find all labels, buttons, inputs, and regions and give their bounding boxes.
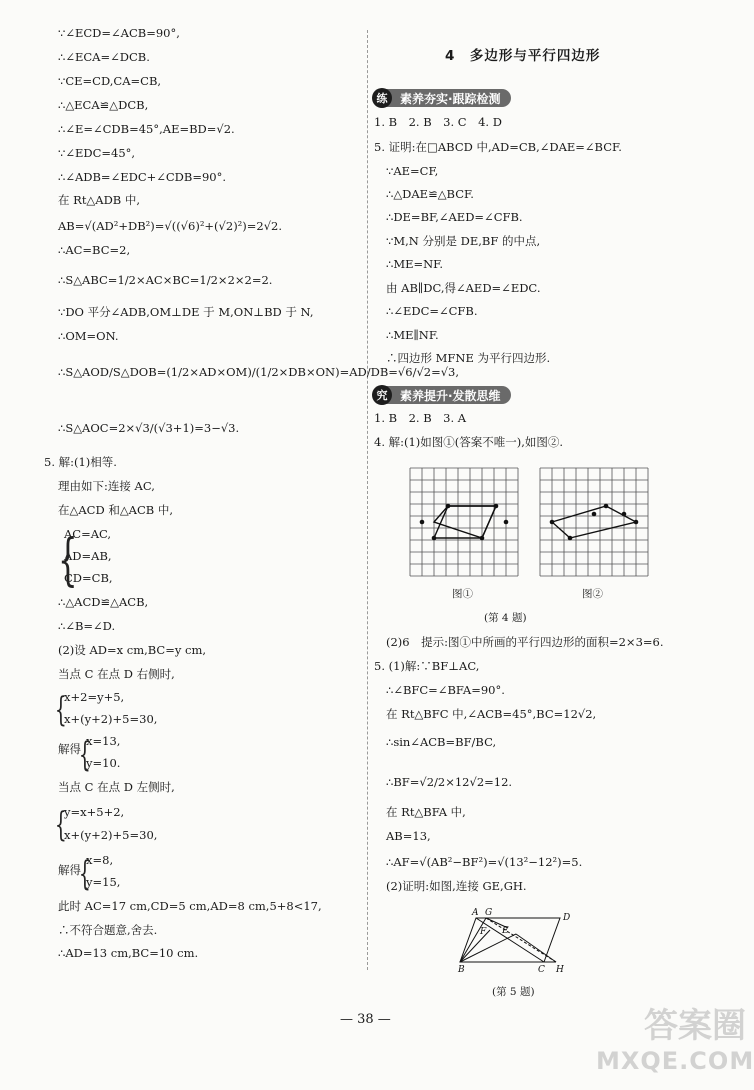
- right-line: ∴sin∠ACB=BF/BC,: [386, 735, 497, 749]
- right-line: ∴∠BFC=∠BFA=90°.: [386, 683, 505, 697]
- left-line: AC=AC,: [64, 527, 112, 541]
- figure-4-caption-2: 图②: [582, 588, 603, 600]
- right-line: 5. (1)解:∵BF⊥AC,: [374, 659, 480, 673]
- right-line: ∴ME=NF.: [386, 257, 444, 271]
- right-line: 5. 证明:在□ABCD 中,AD=CB,∠DAE=∠BCF.: [374, 140, 622, 154]
- right-line: 在 Rt△BFA 中,: [386, 805, 466, 819]
- left-line: CD=CB,: [64, 571, 113, 585]
- brace-solution2: {: [78, 854, 91, 894]
- brace-system1: {: [54, 690, 67, 730]
- fig5-label-d: D: [563, 913, 571, 923]
- left-line: y=10.: [86, 756, 121, 770]
- left-line: ∴S△AOC=2×√3/(√3+1)=3−√3.: [58, 421, 240, 435]
- right-line: 在 Rt△BFC 中,∠ACB=45°,BC=12√2,: [386, 707, 597, 721]
- right-line: ∴BF=√2/2×12√2=12.: [386, 775, 513, 789]
- right-line: ∴∠EDC=∠CFB.: [386, 304, 478, 318]
- figure-4-grid-1: [410, 468, 518, 578]
- parallelogram-1: [434, 506, 496, 538]
- left-line: y=x+5+2,: [64, 805, 125, 819]
- left-line: 当点 C 在点 D 右侧时,: [58, 667, 175, 681]
- left-line: ∴AD=13 cm,BC=10 cm.: [58, 946, 199, 960]
- figure-4-caption-1: 图①: [452, 588, 473, 600]
- figure-4-label: (第 4 题): [484, 612, 527, 624]
- left-line: ∴∠B=∠D.: [58, 619, 116, 633]
- grid2-point: [604, 504, 609, 509]
- watermark-title: 答案圈: [644, 1006, 746, 1046]
- grid2-point: [634, 520, 639, 525]
- left-line: ∴S△ABC=1/2×AC×BC=1/2×2×2=2.: [58, 273, 273, 287]
- banner-inquiry: [372, 384, 532, 406]
- right-line: ∵M,N 分别是 DE,BF 的中点,: [386, 234, 541, 248]
- fig5-line-gh: [486, 918, 556, 962]
- badge-inquiry: 究: [372, 385, 392, 405]
- right-line: 1. B 2. B 3. A: [374, 411, 467, 425]
- watermark-url: MXQE.COM: [596, 1047, 754, 1075]
- right-line: 4. 解:(1)如图①(答案不唯一),如图②.: [374, 435, 564, 449]
- brace-solution1: {: [78, 735, 91, 775]
- left-line: ∴不符合题意,舍去.: [58, 923, 158, 937]
- figure-5-diagram: [460, 906, 580, 976]
- left-line: 在△ACD 和△ACB 中,: [58, 503, 174, 517]
- left-line: x=8,: [86, 853, 114, 867]
- fig5-label-f: F: [480, 927, 487, 937]
- right-line: (2)证明:如图,连接 GE,GH.: [386, 879, 527, 893]
- figure-4-grid-2: [540, 468, 648, 578]
- left-line: ∴∠E=∠CDB=45°,AE=BD=√2.: [58, 122, 235, 136]
- grid2-point: [622, 512, 627, 517]
- banner-practice: [372, 87, 532, 109]
- left-line: 解得: [58, 863, 81, 877]
- left-line: ∴AC=BC=2,: [58, 243, 131, 257]
- fig5-label-a: A: [472, 908, 479, 918]
- right-line: ∴△DAE≌△BCF.: [386, 187, 474, 201]
- left-line: ∴∠ECA=∠DCB.: [58, 50, 150, 64]
- left-line: ∵∠ECD=∠ACB=90°,: [58, 26, 180, 40]
- section-title: 4 多边形与平行四边形: [445, 48, 601, 64]
- left-line: ∴△ECA≌△DCB,: [58, 98, 149, 112]
- right-line: 1. B 2. B 3. C 4. D: [374, 115, 502, 129]
- left-line: ∵DO 平分∠ADB,OM⊥DE 于 M,ON⊥BD 于 N,: [58, 305, 314, 319]
- left-line: x+(y+2)+5=30,: [64, 712, 158, 726]
- left-line: ∵∠EDC=45°,: [58, 146, 136, 160]
- right-line: ∵AE=CF,: [386, 164, 439, 178]
- grid2-point: [550, 520, 555, 525]
- banner-inquiry-label: 素养提升·发散思维: [386, 386, 511, 404]
- parallelogram-2-outline: [552, 506, 636, 538]
- brace-system2: {: [54, 805, 67, 845]
- left-line: y=15,: [86, 875, 121, 889]
- right-line: ∴四边形 MFNE 为平行四边形.: [386, 351, 551, 365]
- fig5-label-g: G: [485, 908, 493, 918]
- figure-5-label: (第 5 题): [492, 986, 535, 998]
- right-line: ∴ME∥NF.: [386, 328, 439, 342]
- right-line: ∴AF=√(AB²−BF²)=√(13²−12²)=5.: [386, 855, 583, 869]
- brace-congruence: {: [58, 528, 78, 593]
- grid2-point: [568, 536, 573, 541]
- right-line: AB=13,: [386, 829, 431, 843]
- fig5-label-b: B: [458, 965, 465, 975]
- left-line: 解得: [58, 742, 81, 756]
- left-line: AD=AB,: [64, 549, 112, 563]
- left-line: ∴∠ADB=∠EDC+∠CDB=90°.: [58, 170, 227, 184]
- watermark: [596, 1006, 754, 1086]
- left-line: ∵CE=CD,CA=CB,: [58, 74, 162, 88]
- left-line: 当点 C 在点 D 左侧时,: [58, 780, 175, 794]
- left-line: ∴△ACD≌△ACB,: [58, 595, 149, 609]
- fig5-label-e: E: [502, 926, 509, 936]
- badge-practice: 练: [372, 88, 392, 108]
- fig5-label-c: C: [538, 965, 545, 975]
- left-line: x+2=y+5,: [64, 690, 125, 704]
- left-line: 5. 解:(1)相等.: [44, 455, 117, 469]
- grid1-point: [420, 520, 425, 525]
- left-line: ∴OM=ON.: [58, 329, 119, 343]
- left-line: 理由如下:连接 AC,: [58, 479, 155, 493]
- right-line: (2)6 提示:图①中所画的平行四边形的面积=2×3=6.: [386, 635, 664, 649]
- left-line: 在 Rt△ADB 中,: [58, 193, 141, 207]
- left-line: x+(y+2)+5=30,: [64, 828, 158, 842]
- banner-practice-label: 素养夯实·跟踪检测: [386, 89, 511, 107]
- left-line: x=13,: [86, 734, 121, 748]
- left-line: AB=√(AD²+DB²)=√((√6)²+(√2)²)=2√2.: [58, 219, 283, 233]
- right-line: 由 AB∥DC,得∠AED=∠EDC.: [386, 281, 541, 295]
- grid1-point: [504, 520, 509, 525]
- fig5-diagonal-ac: [476, 918, 544, 962]
- right-line: ∴DE=BF,∠AED=∠CFB.: [386, 210, 523, 224]
- left-line: ∴S△AOD/S△DOB=(1/2×AD×OM)/(1/2×DB×ON)=AD/DB=√6/√2=√3,: [58, 365, 460, 379]
- fig5-label-h: H: [556, 965, 564, 975]
- page-number: — 38 —: [340, 1012, 391, 1027]
- left-line: 此时 AC=17 cm,CD=5 cm,AD=8 cm,5+8<17,: [58, 899, 322, 913]
- left-line: (2)设 AD=x cm,BC=y cm,: [58, 643, 207, 657]
- column-divider: [367, 30, 368, 970]
- grid2-point: [592, 512, 597, 517]
